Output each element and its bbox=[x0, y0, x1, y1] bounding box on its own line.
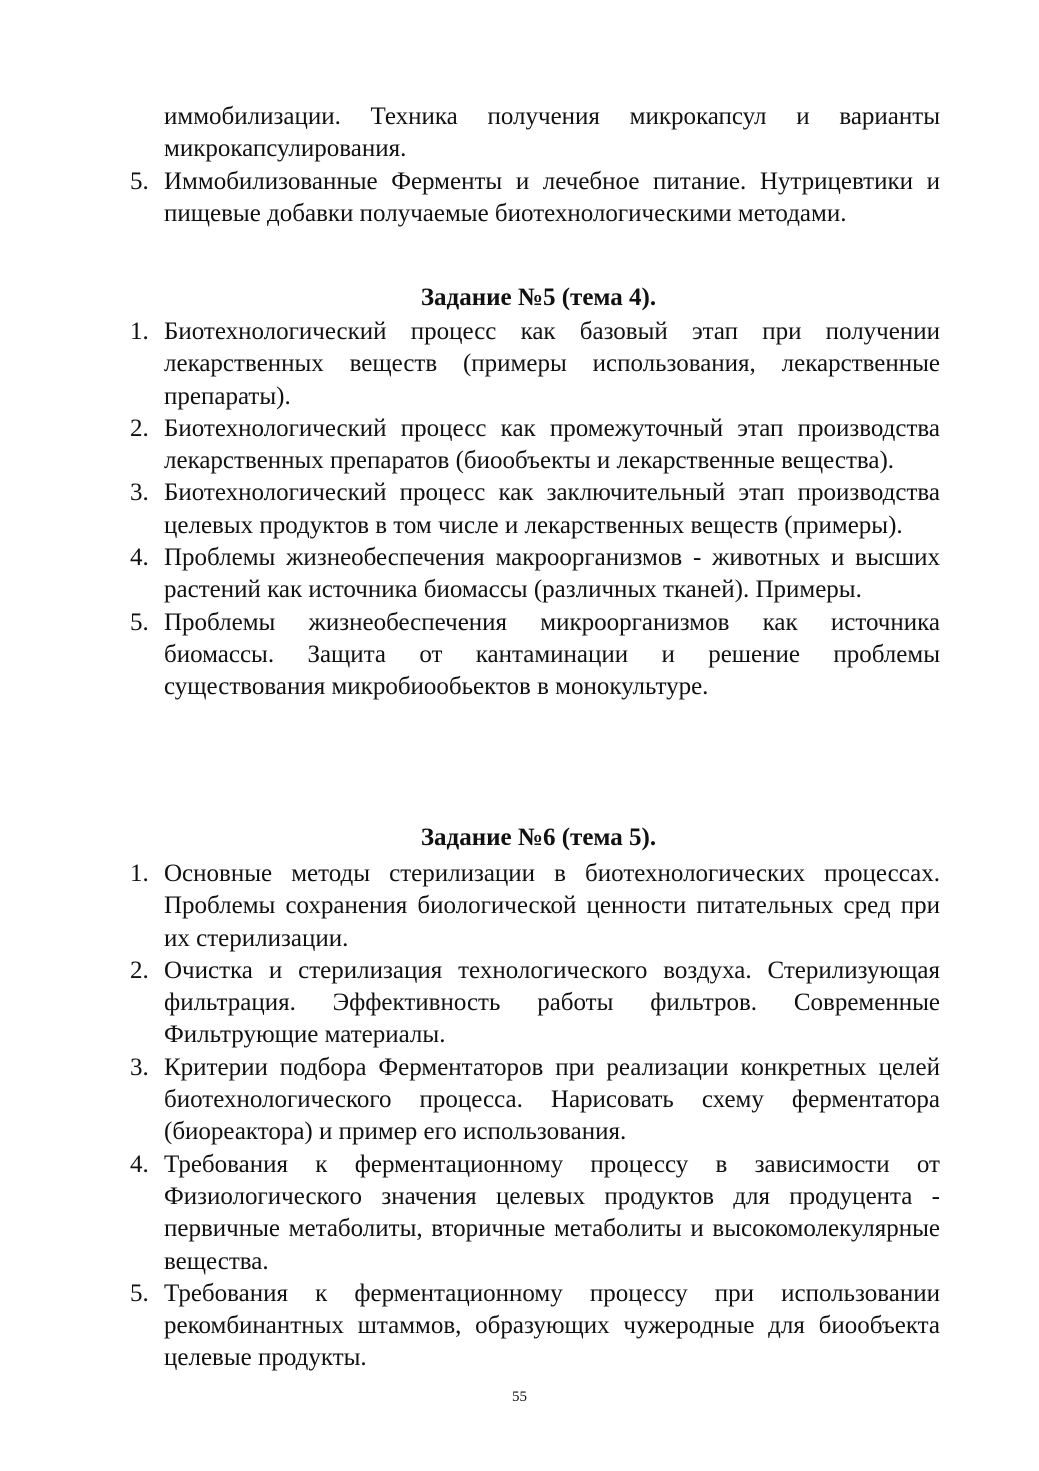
item-text: Биотехнологический процесс как заключительный этап производства целевых продуктов в том числе и лекарственных веществ (примеры). bbox=[164, 479, 940, 539]
top-block bbox=[130, 101, 940, 230]
item-text: Очистка и стерилизация технологического воздуха. Стерилизующая фильтрация. Эффективность работы фильтров. Современные Фильтрующие материалы. bbox=[164, 956, 940, 1049]
section-heading-task6: Задание №6 (тема 5). bbox=[420, 824, 657, 851]
list-item bbox=[130, 858, 940, 955]
list-item bbox=[130, 955, 940, 1052]
item-number: 1. bbox=[130, 860, 149, 887]
task5-list bbox=[130, 316, 940, 704]
item-number: 2. bbox=[130, 956, 149, 984]
list-item bbox=[130, 607, 940, 704]
item-number: 4. bbox=[130, 544, 149, 572]
list-item bbox=[130, 1278, 940, 1375]
item-number: 1. bbox=[130, 318, 149, 345]
list-item bbox=[130, 166, 940, 231]
item-text: Проблемы жизнеобеспечения макроорганизмов - животных и высших растений как источника биомассы (различных тканей). Примеры. bbox=[164, 544, 940, 604]
list-item bbox=[130, 413, 940, 478]
list-item bbox=[130, 542, 940, 607]
item-number: 2. bbox=[130, 414, 149, 442]
page-number: 55 bbox=[512, 1389, 527, 1405]
item-number: 5. bbox=[130, 167, 149, 195]
list-item bbox=[130, 1052, 940, 1149]
item-text: Иммобилизованные Ферменты и лечебное питание. Нутрицевтики и пищевые добавки получаемые биотехнологическими методами. bbox=[164, 167, 940, 227]
item-text: Требования к ферментационному процессу в зависимости от Физиологического значения целевых продуктов для продуцента - первичные метаболиты, вторичные метаболиты и высокомолекулярные вещества. bbox=[164, 1150, 940, 1275]
item-text: иммобилизации. Техника получения микрокапсул и варианты микрокапсулирования. bbox=[164, 103, 940, 163]
list-item bbox=[130, 477, 940, 542]
list-item-continuation bbox=[130, 101, 940, 166]
section-heading-task5: Задание №5 (тема 4). bbox=[420, 284, 657, 311]
list-item bbox=[130, 1149, 940, 1278]
item-number: 5. bbox=[130, 1279, 149, 1307]
list-item bbox=[130, 316, 940, 413]
item-text: Проблемы жизнеобеспечения микроорганизмов как источника биомассы. Защита от кантаминации и решение проблемы существования микробиообьектов в монокультуре. bbox=[164, 608, 940, 701]
task6-list bbox=[130, 858, 940, 1375]
item-number: 3. bbox=[130, 479, 149, 507]
item-number: 5. bbox=[130, 608, 149, 636]
item-text: Критерии подбора Ферментаторов при реализации конкретных целей биотехнологического процесса. Нарисовать схему ферментатора (биореактора) и пример его использования. bbox=[164, 1053, 940, 1146]
item-text: Основные методы стерилизации в биотехнологических процессах. Проблемы сохранения биологической ценности питательных сред при их стерилизации. bbox=[164, 860, 940, 952]
item-number: 3. bbox=[130, 1053, 149, 1081]
item-text: Биотехнологический процесс как промежуточный этап производства лекарственных препаратов (биообъекты и лекарственные вещества). bbox=[164, 414, 940, 475]
item-number: 4. bbox=[130, 1150, 149, 1178]
item-text: Требования к ферментационному процессу при использовании рекомбинантных штаммов, образующих чужеродные для биообъекта целевые продукты. bbox=[164, 1279, 940, 1372]
item-text: Биотехнологический процесс как базовый этап при получении лекарственных веществ (примеры использования, лекарственные препараты). bbox=[164, 318, 940, 410]
